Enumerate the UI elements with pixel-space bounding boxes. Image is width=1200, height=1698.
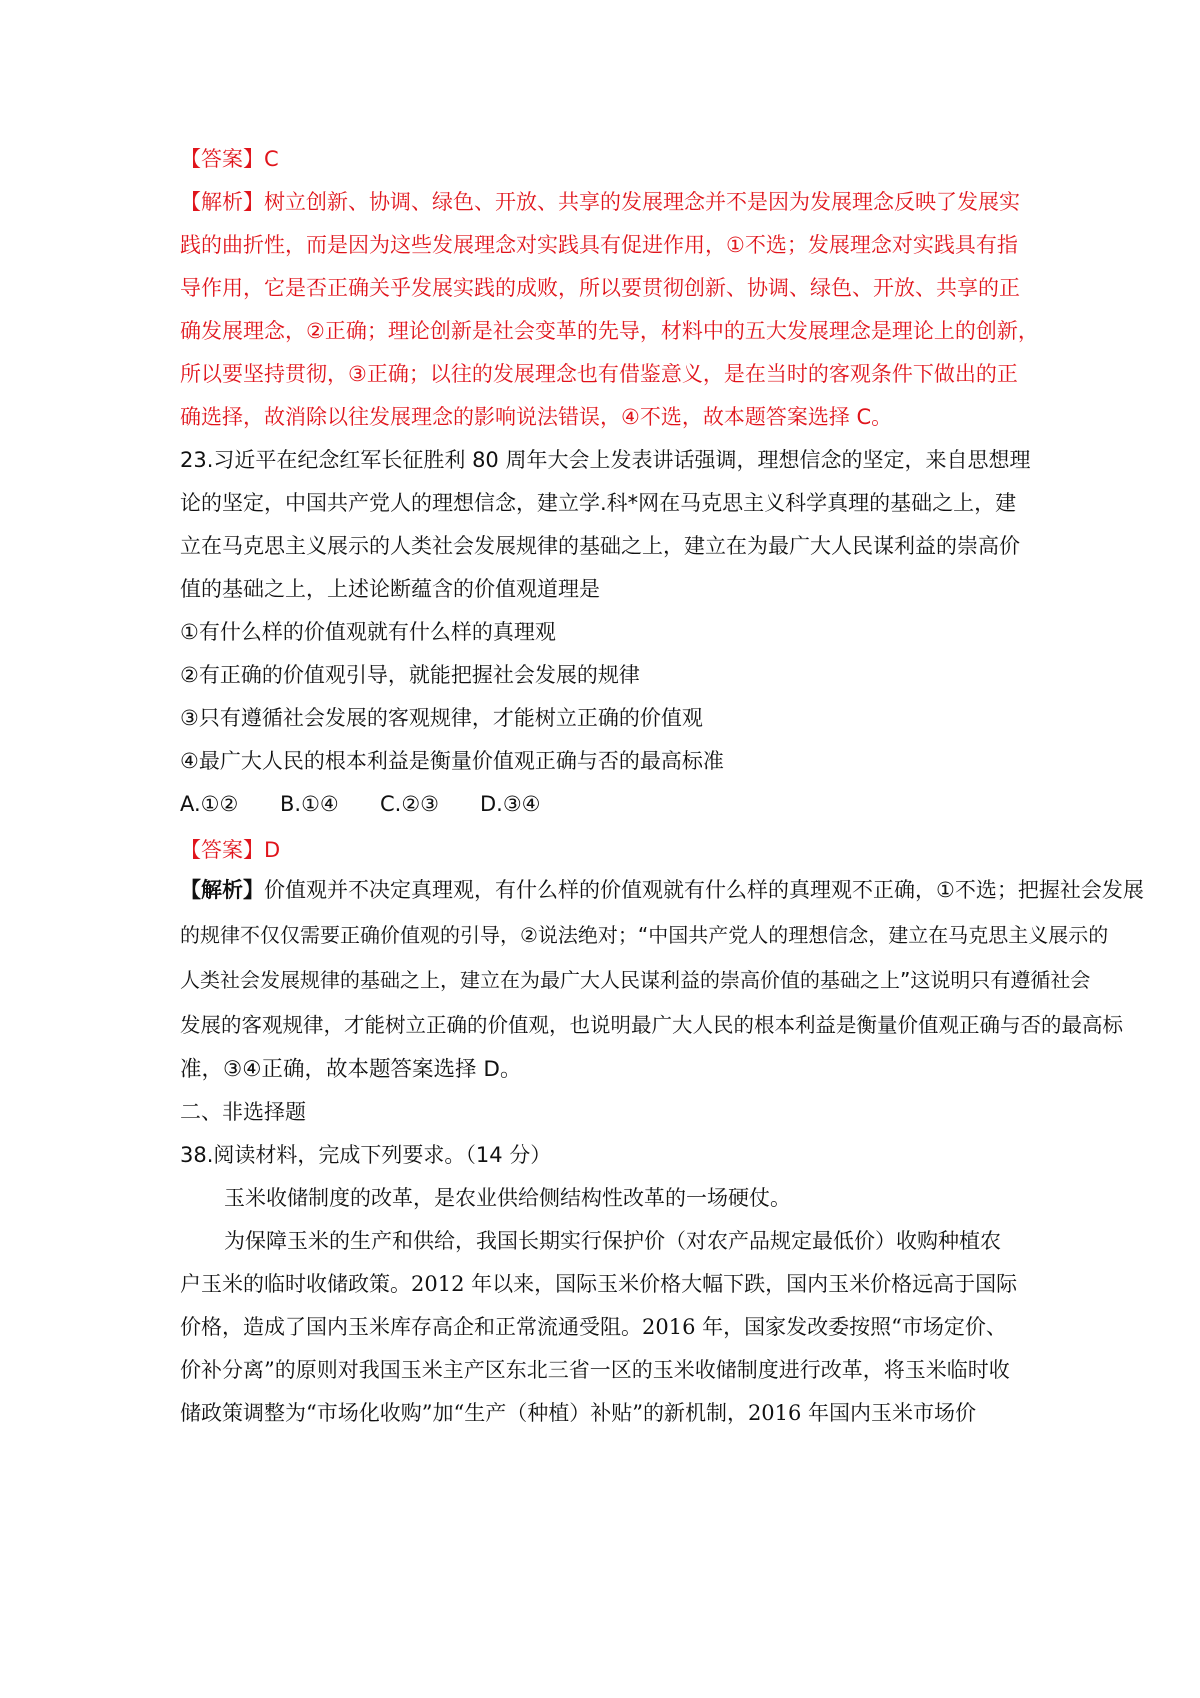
analysis-2-line-2: 人类社会发展规律的基础之上，建立在为最广大人民谋利益的崇高价值的基础之上”这说明只有遵循社会 bbox=[180, 968, 1091, 992]
q23-line-0: 23.习近平在纪念红军长征胜利 80 周年大会上发表讲话强调，理想信念的坚定，来自思想理 bbox=[180, 448, 1031, 472]
analysis-1-line-2: 导作用，它是否正确关乎发展实践的成败，所以要贯彻创新、协调、绿色、开放、共享的正 bbox=[180, 276, 1020, 300]
analysis-1-line-4: 所以要坚持贯彻，③正确；以往的发展理念也有借鉴意义，是在当时的客观条件下做出的正 bbox=[180, 362, 1018, 386]
analysis-1-line-0 bbox=[180, 188, 1060, 216]
analysis-1-label: 【解析】 bbox=[180, 190, 264, 214]
section-2-title: 二、非选择题 bbox=[180, 1100, 306, 1124]
q38-para-2-line-0: 为保障玉米的生产和供给，我国长期实行保护价（对农产品规定最低价）收购种植农 bbox=[224, 1229, 1001, 1253]
answer-1-value: C bbox=[264, 147, 279, 171]
analysis-1-line-3: 确发展理念，②正确；理论创新是社会变革的先导，材料中的五大发展理念是理论上的创新， bbox=[180, 319, 1039, 343]
analysis-2-label: 【解析】 bbox=[180, 878, 264, 902]
analysis-1-line-1: 践的曲折性，而是因为这些发展理念对实践具有促进作用，①不选；发展理念对实践具有指 bbox=[180, 233, 1018, 257]
q23-item-1: ①有什么样的价值观就有什么样的真理观 bbox=[180, 620, 556, 644]
q38-stem: 38.阅读材料，完成下列要求。（14 分） bbox=[180, 1143, 552, 1167]
q38-para-2-line-3: 价补分离”的原则对我国玉米主产区东北三省一区的玉米收储制度进行改革，将玉米临时收 bbox=[180, 1358, 1010, 1382]
analysis-1-text: 树立创新、协调、绿色、开放、共享的发展理念并不是因为发展理念反映了发展实 bbox=[264, 190, 1020, 214]
answer-1-label: 【答案】 bbox=[180, 147, 264, 171]
q38-para-2-line-2: 价格，造成了国内玉米库存高企和正常流通受阻。2016 年，国家发改委按照“市场定价、 bbox=[180, 1315, 1007, 1339]
answer-2-value: D bbox=[264, 838, 281, 862]
q23-item-3: ③只有遵循社会发展的客观规律，才能树立正确的价值观 bbox=[180, 706, 703, 730]
answer-1 bbox=[180, 145, 1060, 173]
answer-2-label: 【答案】 bbox=[180, 838, 264, 862]
analysis-2-line-3: 发展的客观规律，才能树立正确的价值观，也说明最广大人民的根本利益是衡量价值观正确与否的最高标 bbox=[180, 1013, 1123, 1037]
q38-para-2-line-1: 户玉米的临时收储政策。2012 年以来，国际玉米价格大幅下跌，国内玉米价格远高于国际 bbox=[180, 1272, 1018, 1296]
q23-option-a: A.①② bbox=[180, 792, 239, 816]
q23-option-b: B.①④ bbox=[280, 792, 339, 816]
q23-line-2: 立在马克思主义展示的人类社会发展规律的基础之上，建立在为最广大人民谋利益的崇高价 bbox=[180, 534, 1020, 558]
analysis-2-line-1: 的规律不仅仅需要正确价值观的引导，②说法绝对；“中国共产党人的理想信念，建立在马克思主义展示的 bbox=[180, 923, 1109, 947]
q38-para-1: 玉米收储制度的改革，是农业供给侧结构性改革的一场硬仗。 bbox=[224, 1186, 791, 1210]
q23-line-3: 值的基础之上，上述论断蕴含的价值观道理是 bbox=[180, 577, 600, 601]
answer-2 bbox=[180, 836, 1060, 864]
q23-option-d: D.③④ bbox=[480, 792, 541, 816]
analysis-1-line-5: 确选择，故消除以往发展理念的影响说法错误，④不选，故本题答案选择 C。 bbox=[180, 405, 893, 429]
q23-line-1: 论的坚定，中国共产党人的理想信念，建立学.科*网在马克思主义科学真理的基础之上，建 bbox=[180, 491, 1017, 515]
q38-para-2-line-4: 储政策调整为“市场化收购”加“生产（种植）补贴”的新机制，2016 年国内玉米市场价 bbox=[180, 1401, 977, 1425]
q23-item-4: ④最广大人民的根本利益是衡量价值观正确与否的最高标准 bbox=[180, 749, 724, 773]
q23-option-c: C.②③ bbox=[380, 792, 439, 816]
analysis-2-text: 价值观并不决定真理观，有什么样的价值观就有什么样的真理观不正确，①不选；把握社会发展 bbox=[264, 878, 1144, 902]
q23-item-2: ②有正确的价值观引导，就能把握社会发展的规律 bbox=[180, 663, 640, 687]
analysis-2-line-4: 准，③④正确，故本题答案选择 D。 bbox=[180, 1057, 522, 1082]
analysis-2-line-0 bbox=[180, 876, 1155, 904]
